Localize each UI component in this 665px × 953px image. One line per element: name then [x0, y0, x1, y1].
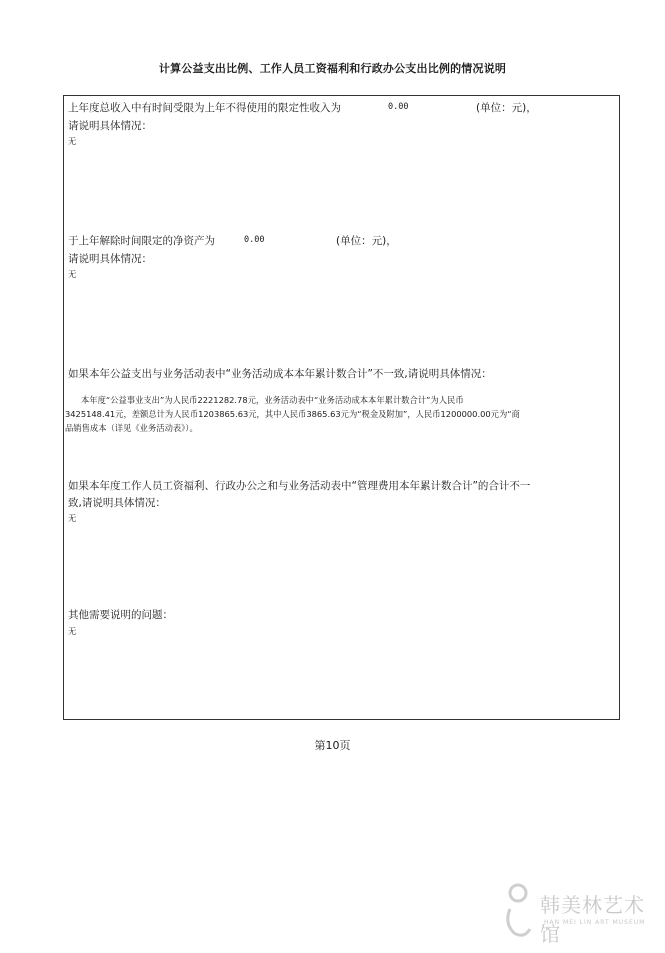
public-welfare-line-3: 品销售成本（详见《业务活动表》）。 — [65, 423, 198, 433]
watermark-subtitle: HAN MEI LIN ART MUSEUM — [544, 919, 646, 926]
museum-logo-icon — [500, 875, 540, 945]
released-assets-answer: 无 — [68, 269, 77, 279]
other-issues-prompt: 其他需要说明的问题： — [68, 609, 173, 621]
admin-expense-answer: 无 — [68, 513, 77, 523]
watermark-name: 韩美林艺术馆 — [540, 893, 645, 946]
restricted-income-label: 上年度总收入中有时间受限为上年不得使用的限定性收入为 — [68, 102, 341, 114]
admin-expense-prompt-line-1: 如果本年度工作人员工资福利、行政办公之和与业务活动表中“管理费用本年累计数合计”的合计不一 — [68, 480, 531, 492]
released-assets-label: 于上年解除时间限定的净资产为 — [68, 235, 215, 247]
public-welfare-line-1: 本年度“公益事业支出”为人民币2221282.78元，业务活动表中“业务活动成本本年累计数合计”为人民币 — [81, 395, 464, 405]
other-issues-answer: 无 — [68, 626, 77, 636]
admin-expense-prompt-line-2: 致,请说明具体情况： — [68, 497, 166, 509]
restricted-income-prompt: 请说明具体情况： — [68, 120, 152, 132]
public-welfare-prompt: 如果本年公益支出与业务活动表中“业务活动成本本年累计数合计”不一致,请说明具体情况： — [68, 368, 492, 380]
document-title: 计算公益支出比例、工作人员工资福利和行政办公支出比例的情况说明 — [158, 62, 507, 75]
public-welfare-explanation — [65, 393, 615, 435]
museum-watermark — [500, 875, 660, 945]
restricted-income-unit: (单位：元)， — [476, 102, 537, 114]
restricted-income-answer: 无 — [68, 136, 77, 146]
public-welfare-line-2: 3425148.41元，差额总计为人民币1203865.63元，其中人民币3865.63元为“税金及附加”，人民币1200000.00元为“商 — [65, 409, 520, 419]
released-assets-prompt: 请说明具体情况： — [68, 253, 152, 265]
released-assets-value: 0.00 — [244, 235, 265, 245]
released-assets-unit: (单位：元)， — [336, 235, 397, 247]
restricted-income-value: 0.00 — [388, 102, 409, 112]
page-number: 第10页 — [314, 739, 351, 752]
